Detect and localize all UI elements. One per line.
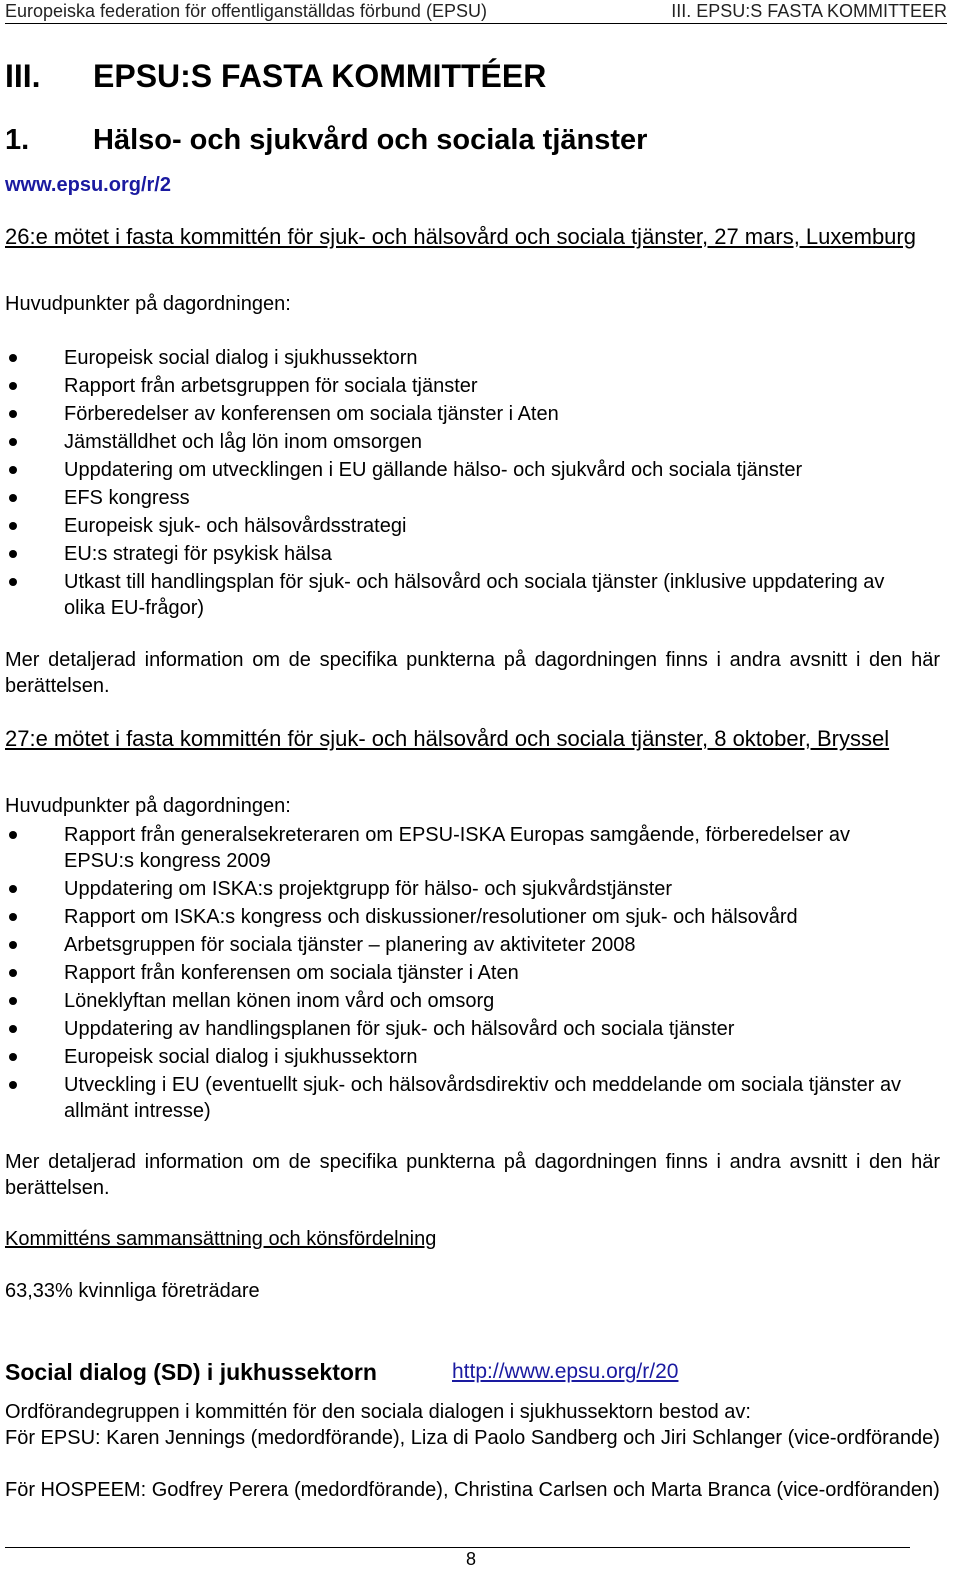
list-item: Europeisk social dialog i sjukhussektorn bbox=[0, 1044, 915, 1070]
list-item: Förberedelser av konferensen om sociala tjänster i Aten bbox=[0, 401, 915, 427]
section-title: EPSU:S FASTA KOMMITTÉER bbox=[93, 58, 547, 94]
list-item: Rapport om ISKA:s kongress och diskussioner/resolutioner om sjuk- och hälsovård bbox=[0, 904, 915, 930]
social-dialog-intro: Ordförandegruppen i kommittén för den sociala dialogen i sjukhussektorn bestod av: bbox=[5, 1401, 751, 1423]
meeting-26-agenda-label: Huvudpunkter på dagordningen: bbox=[5, 293, 291, 315]
list-item: Utkast till handlingsplan för sjuk- och hälsovård och sociala tjänster (inklusive uppdatering av olika EU-frågor) bbox=[0, 569, 915, 621]
subsection-title: Hälso- och sjukvård och sociala tjänster bbox=[93, 124, 648, 156]
list-item: Europeisk sjuk- och hälsovårdsstrategi bbox=[0, 513, 915, 539]
social-dialog-link[interactable]: http://www.epsu.org/r/20 bbox=[452, 1360, 679, 1383]
footer-divider bbox=[5, 1547, 910, 1548]
composition-title: Kommitténs sammansättning och könsfördelning bbox=[5, 1228, 437, 1250]
list-item: Europeisk social dialog i sjukhussektorn bbox=[0, 345, 915, 371]
meeting-26-agenda-list bbox=[0, 345, 915, 621]
list-item: Rapport från arbetsgruppen för sociala tjänster bbox=[0, 373, 915, 399]
social-dialog-hospeem: För HOSPEEM: Godfrey Perera (medordförande), Christina Carlsen och Marta Branca (vice-ordföranden) bbox=[5, 1479, 940, 1501]
list-item: Rapport från konferensen om sociala tjänster i Aten bbox=[0, 960, 915, 986]
section-number: III. bbox=[5, 58, 41, 94]
header-right: III. EPSU:S FASTA KOMMITTEER bbox=[671, 1, 947, 21]
subsection-number: 1. bbox=[5, 124, 30, 156]
list-item: Jämställdhet och låg lön inom omsorgen bbox=[0, 429, 915, 455]
composition-stat: 63,33% kvinnliga företrädare bbox=[5, 1280, 260, 1302]
list-item: Uppdatering om utvecklingen i EU gällande hälso- och sjukvård och sociala tjänster bbox=[0, 457, 915, 483]
list-item: Uppdatering av handlingsplanen för sjuk- och hälsovård och sociala tjänster bbox=[0, 1016, 915, 1042]
list-item: Arbetsgruppen för sociala tjänster – planering av aktiviteter 2008 bbox=[0, 932, 915, 958]
header-left: Europeiska federation för offentliganställdas förbund (EPSU) bbox=[5, 1, 487, 21]
section-heading bbox=[5, 58, 546, 95]
list-item: Löneklyftan mellan könen inom vård och omsorg bbox=[0, 988, 915, 1014]
subsection-link[interactable]: www.epsu.org/r/2 bbox=[5, 174, 171, 196]
subsection-heading bbox=[5, 124, 647, 157]
meeting-27-agenda-label: Huvudpunkter på dagordningen: bbox=[5, 795, 291, 817]
meeting-27-more-info: Mer detaljerad information om de specifika punkterna på dagordningen finns i andra avsnitt i den här berättelsen. bbox=[5, 1151, 940, 1199]
list-item: EU:s strategi för psykisk hälsa bbox=[0, 541, 915, 567]
social-dialog-epsu: För EPSU: Karen Jennings (medordförande), Liza di Paolo Sandberg och Jiri Schlanger (vice-ordförande) bbox=[5, 1427, 940, 1449]
social-dialog-title: Social dialog (SD) i jukhussektorn bbox=[5, 1359, 377, 1385]
meeting-26-title: 26:e mötet i fasta kommittén för sjuk- och hälsovård och sociala tjänster, 27 mars, Luxemburg bbox=[5, 224, 916, 249]
list-item: Rapport från generalsekreteraren om EPSU-ISKA Europas samgående, förberedelser av EPSU:s kongress 2009 bbox=[0, 822, 915, 874]
page-number: 8 bbox=[466, 1549, 477, 1569]
meeting-27-title: 27:e mötet i fasta kommittén för sjuk- och hälsovård och sociala tjänster, 8 oktober, Bryssel bbox=[5, 726, 890, 751]
list-item: Uppdatering om ISKA:s projektgrupp för hälso- och sjukvårdstjänster bbox=[0, 876, 915, 902]
meeting-26-more-info: Mer detaljerad information om de specifika punkterna på dagordningen finns i andra avsnitt i den här berättelsen. bbox=[5, 649, 940, 697]
running-header bbox=[5, 0, 947, 24]
list-item: Utveckling i EU (eventuellt sjuk- och hälsovårdsdirektiv och meddelande om sociala tjänster av allmänt intresse) bbox=[0, 1072, 915, 1124]
meeting-27-agenda-list bbox=[0, 822, 915, 1124]
list-item: EFS kongress bbox=[0, 485, 915, 511]
